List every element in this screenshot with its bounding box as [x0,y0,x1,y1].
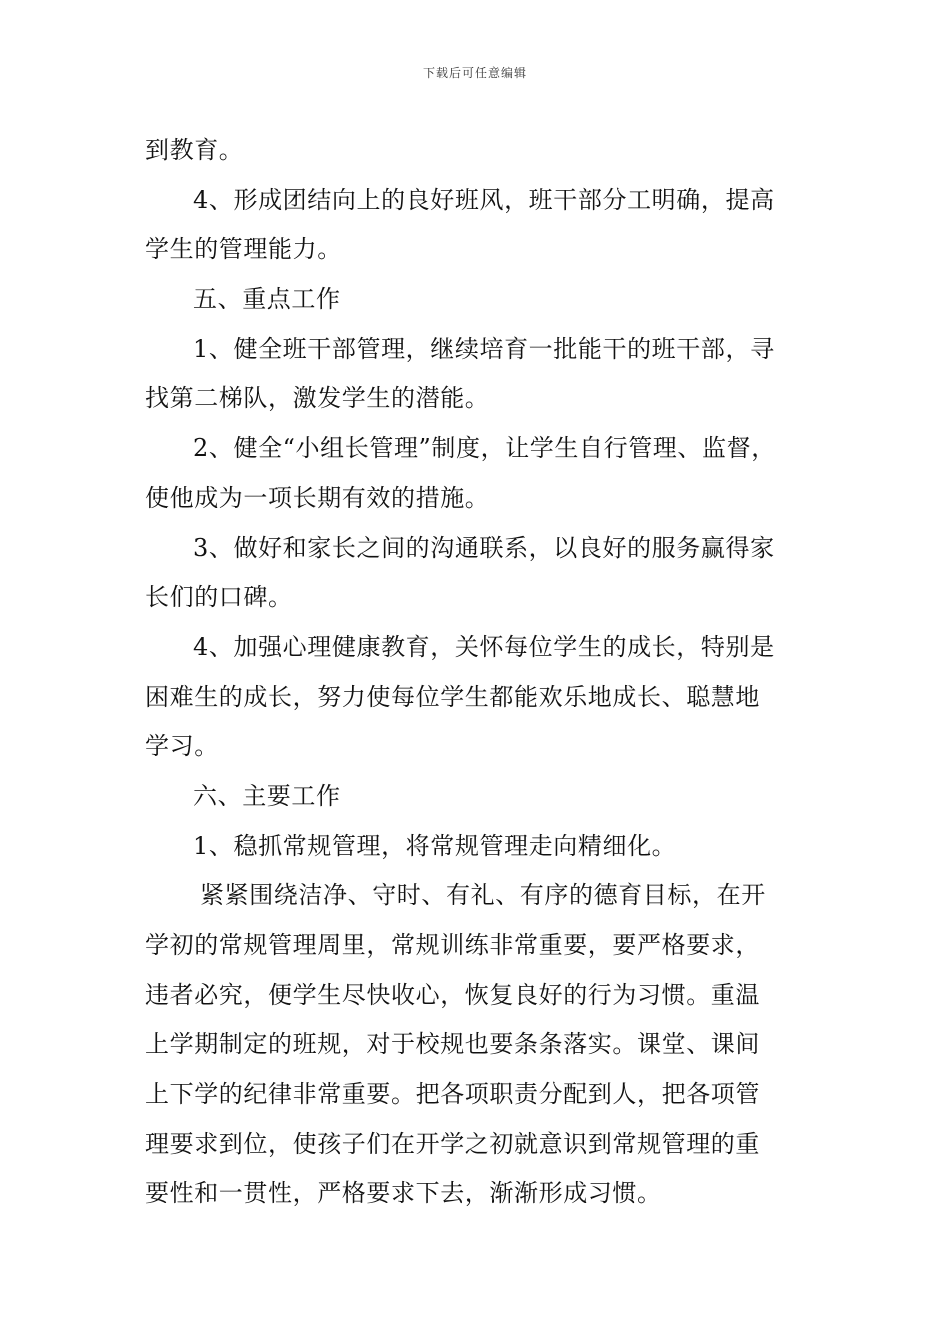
text-line: 到教育。 [145,136,244,164]
text-line: 上下学的纪律非常重要。把各项职责分配到人，把各项管 [145,1080,760,1109]
text-line: 学生的管理能力。 [145,235,342,264]
page-header: 下载后可任意编辑 [422,66,527,80]
section-heading: 五、重点工作 [193,285,341,314]
text-line: 找第二梯队，激发学生的潜能。 [145,384,490,413]
text-line: 1、健全班干部管理，继续培育一批能干的班干部，寻 [193,334,775,363]
text-line: 长们的口碑。 [145,583,293,612]
text-line: 4、形成团结向上的良好班风，班干部分工明确，提高 [193,185,775,214]
text-line: 使他成为一项长期有效的措施。 [145,483,490,512]
section-heading: 六、主要工作 [193,781,341,810]
text-line: 上学期制定的班规，对于校规也要条条落实。课堂、课间 [145,1030,760,1059]
text-line: 理要求到位，使孩子们在开学之初就意识到常规管理的重 [145,1129,760,1158]
text-line: 紧紧围绕洁净、守时、有礼、有序的德育目标，在开 [200,881,766,910]
text-line: 要性和一贯性，严格要求下去，渐渐形成习惯。 [145,1179,662,1208]
text-line: 学习。 [145,732,219,761]
text-line: 困难生的成长，努力使每位学生都能欢乐地成长、聪慧地 [145,682,760,711]
text-line: 2、健全“小组长管理”制度，让学生自行管理、监督， [193,434,776,463]
text-line: 4、加强心理健康教育，关怀每位学生的成长，特别是 [193,632,775,661]
text-line: 1、稳抓常规管理，将常规管理走向精细化。 [193,831,677,860]
text-line: 违者必究，便学生尽快收心，恢复良好的行为习惯。重温 [145,980,760,1009]
text-line: 学初的常规管理周里，常规训练非常重要，要严格要求， [145,931,760,959]
text-line: 3、做好和家长之间的沟通联系，以良好的服务赢得家 [193,533,775,562]
document-body [145,126,815,1219]
